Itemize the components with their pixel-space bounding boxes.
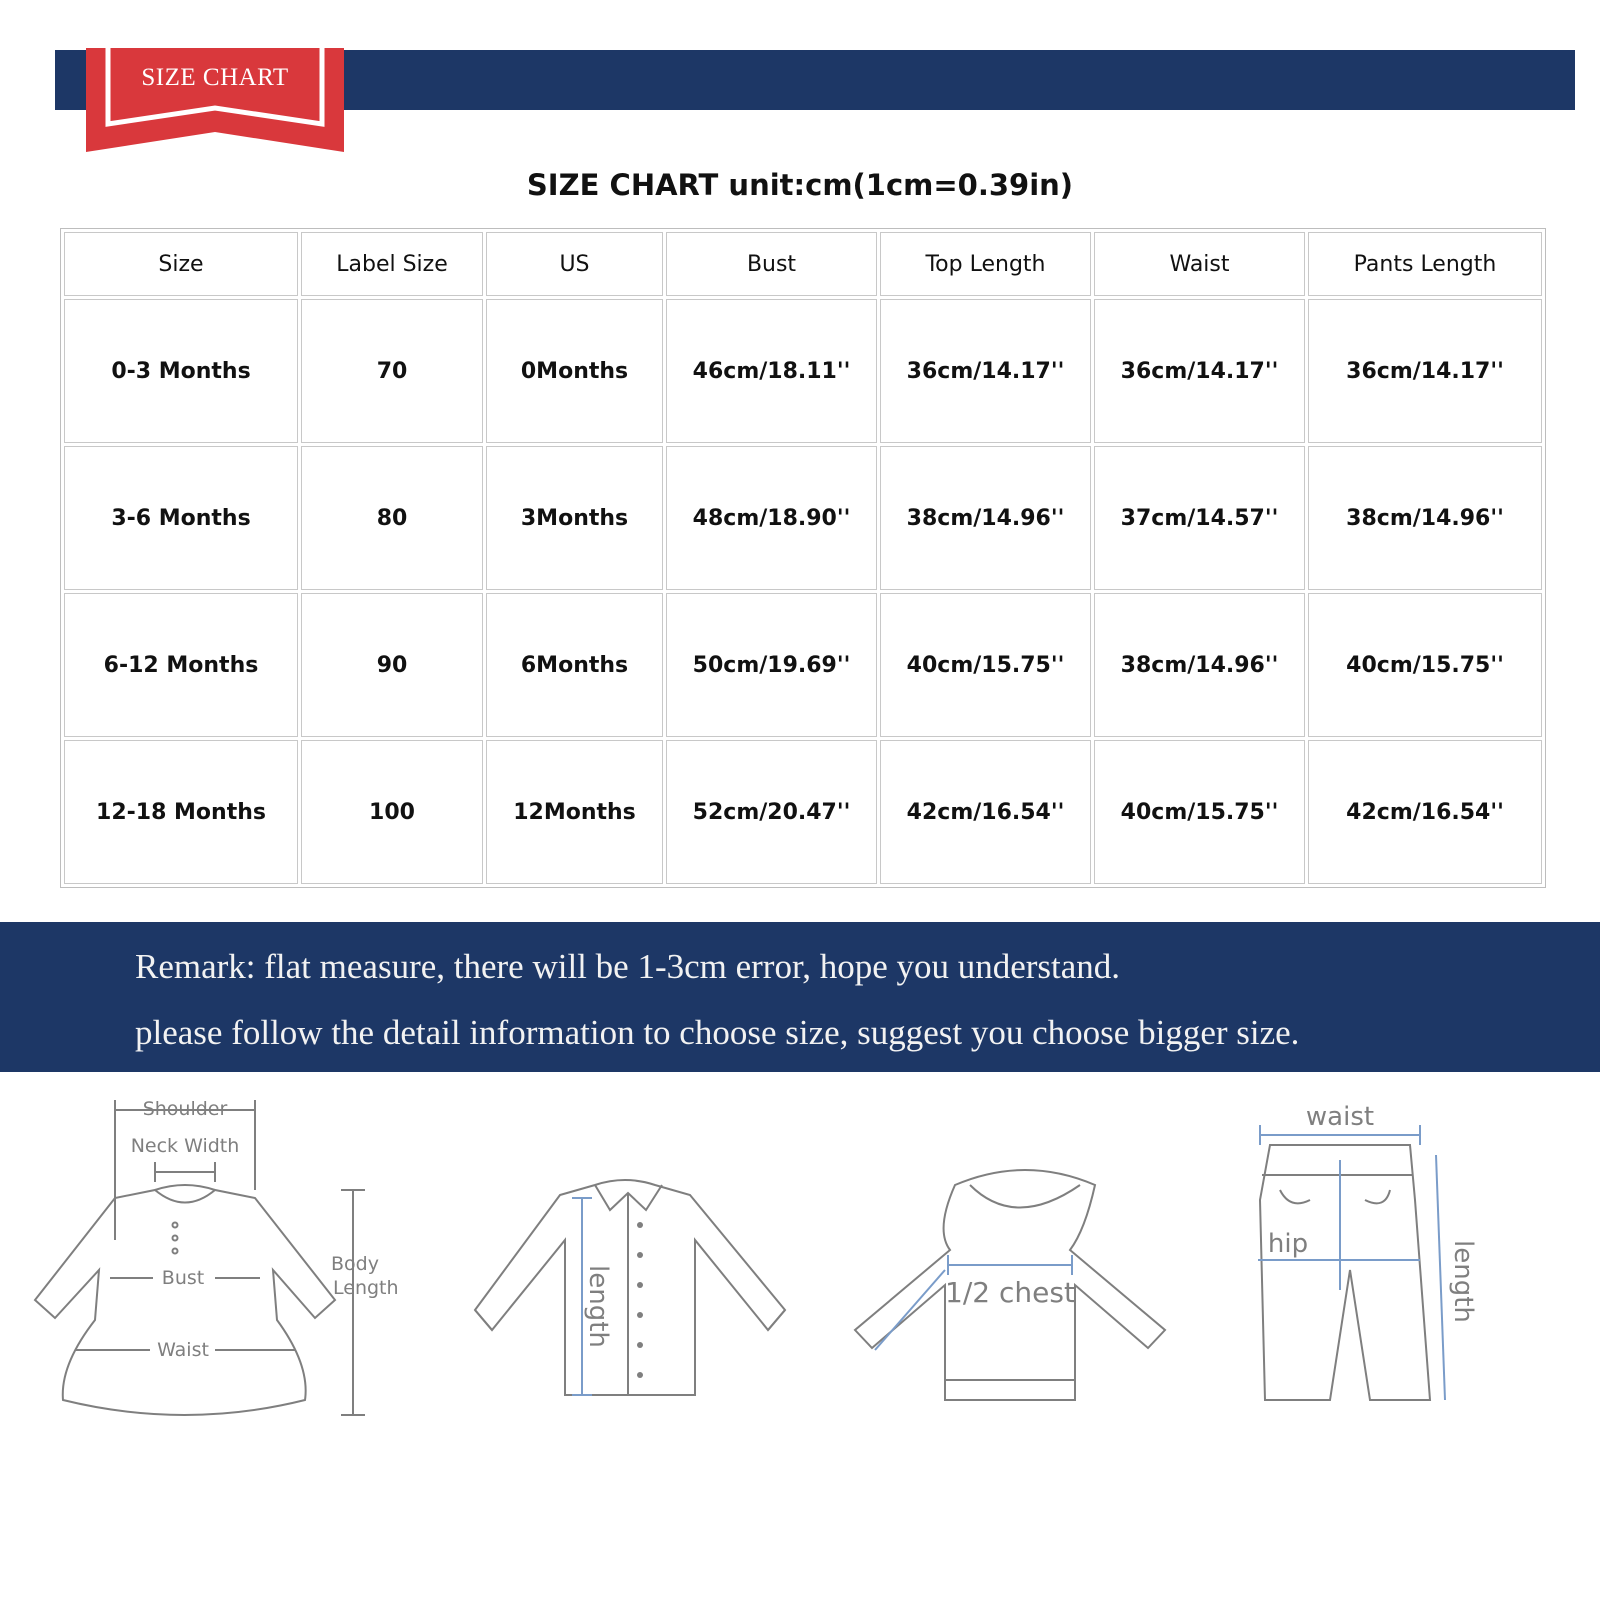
table-cell: 37cm/14.57'' [1094, 446, 1305, 590]
table-cell: 42cm/16.54'' [880, 740, 1091, 884]
col-header-size: Size [64, 232, 298, 296]
dress-body-label: Body [331, 1253, 379, 1275]
table-cell: 70 [301, 299, 483, 443]
dress-bust-label: Bust [161, 1267, 205, 1289]
table-cell: 40cm/15.75'' [1094, 740, 1305, 884]
col-header-label-size: Label Size [301, 232, 483, 296]
table-row [64, 299, 1542, 443]
table-cell: 6Months [486, 593, 663, 737]
remark-line-2: please follow the detail information to choose size, suggest you choose bigger size. [135, 1013, 1300, 1052]
table-cell: 42cm/16.54'' [1308, 740, 1542, 884]
shirt-length-label: length [583, 1265, 613, 1348]
sweater-measure-icon [830, 1090, 1190, 1455]
table-cell: 12Months [486, 740, 663, 884]
col-header-us: US [486, 232, 663, 296]
table-cell: 40cm/15.75'' [880, 593, 1091, 737]
size-table [60, 228, 1546, 888]
table-header-row [64, 232, 1542, 296]
table-cell: 40cm/15.75'' [1308, 593, 1542, 737]
dress-measure-icon [15, 1090, 415, 1455]
table-cell: 36cm/14.17'' [1308, 299, 1542, 443]
dress-length-label: Length [333, 1277, 399, 1299]
table-cell: 38cm/14.96'' [880, 446, 1091, 590]
size-chart-ribbon [86, 48, 344, 152]
col-header-waist: Waist [1094, 232, 1305, 296]
table-cell: 0Months [486, 299, 663, 443]
table-cell: 3Months [486, 446, 663, 590]
table-cell: 6-12 Months [64, 593, 298, 737]
measurement-diagrams [0, 1090, 1600, 1450]
table-cell: 90 [301, 593, 483, 737]
table-cell: 48cm/18.90'' [666, 446, 877, 590]
table-cell: 50cm/19.69'' [666, 593, 877, 737]
pants-hip-label: hip [1267, 1229, 1309, 1259]
table-cell: 36cm/14.17'' [880, 299, 1091, 443]
table-cell: 46cm/18.11'' [666, 299, 877, 443]
ribbon-label: SIZE CHART [141, 64, 289, 91]
pants-waist-label: waist [1305, 1102, 1375, 1132]
table-cell: 12-18 Months [64, 740, 298, 884]
dress-neck-label: Neck Width [130, 1135, 240, 1157]
pants-measure-icon [1240, 1090, 1500, 1455]
dress-waist-label: Waist [157, 1339, 209, 1361]
col-header-top-length: Top Length [880, 232, 1091, 296]
sweater-chest-label: 1/2 chest [945, 1276, 1075, 1309]
table-row [64, 446, 1542, 590]
table-cell: 38cm/14.96'' [1094, 593, 1305, 737]
shirt-measure-icon [450, 1090, 810, 1455]
col-header-bust: Bust [666, 232, 877, 296]
table-cell: 3-6 Months [64, 446, 298, 590]
table-cell: 38cm/14.96'' [1308, 446, 1542, 590]
chart-title: SIZE CHART unit:cm(1cm=0.39in) [526, 168, 1074, 202]
remark-line-1: Remark: flat measure, there will be 1-3cm error, hope you understand. [135, 947, 1121, 986]
dress-shoulder-label: Shoulder [142, 1098, 228, 1120]
table-row [64, 740, 1542, 884]
table-cell: 52cm/20.47'' [666, 740, 877, 884]
col-header-pants-length: Pants Length [1308, 232, 1542, 296]
table-cell: 100 [301, 740, 483, 884]
table-cell: 36cm/14.17'' [1094, 299, 1305, 443]
table-cell: 80 [301, 446, 483, 590]
pants-length-label: length [1448, 1240, 1478, 1323]
table-cell: 0-3 Months [64, 299, 298, 443]
table-row [64, 593, 1542, 737]
remark-band [0, 922, 1600, 1072]
